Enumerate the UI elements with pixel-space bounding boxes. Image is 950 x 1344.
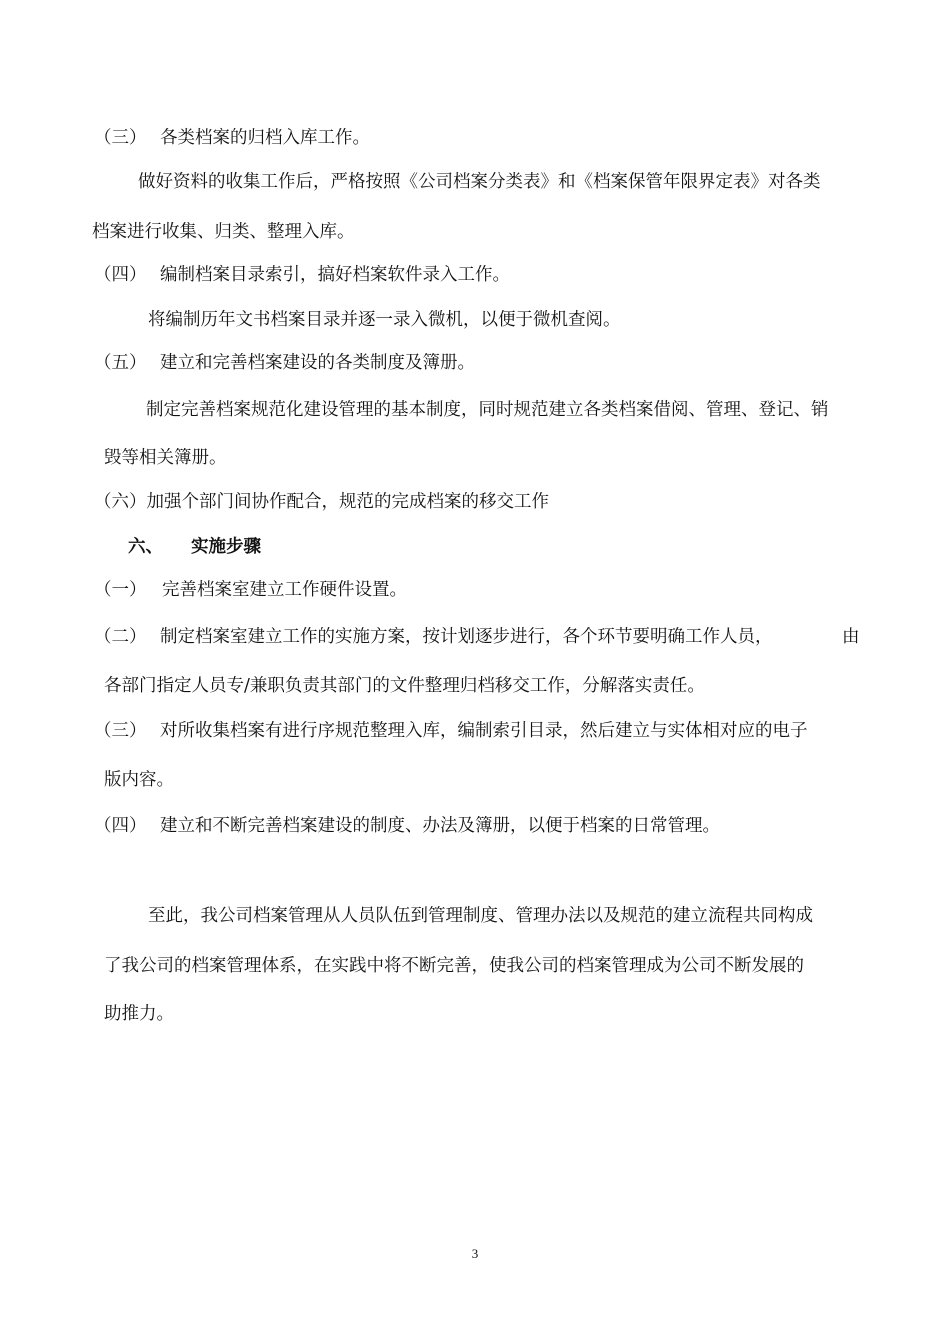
section-6-text: （六）加强个部门间协作配合，规范的完成档案的移交工作 [94,492,549,512]
conclusion-line-1: 至此，我公司档案管理从人员队伍到管理制度、管理办法以及规范的建立流程共同构成 [148,906,813,926]
section-3-paragraph-line-2: 档案进行收集、归类、整理入库。 [92,222,355,242]
step-4-text: 建立和不断完善档案建设的制度、办法及簿册，以便于档案的日常管理。 [160,816,720,836]
section-3-title: 各类档案的归档入库工作。 [160,128,370,148]
page-number: 3 [471,1246,479,1261]
chapter-heading [128,535,261,559]
section-4-heading [94,263,510,287]
section-4-title: 编制档案目录索引，搞好档案软件录入工作。 [160,265,510,285]
conclusion-line-3: 助推力。 [104,1004,174,1024]
section-5-title: 建立和完善档案建设的各类制度及簿册。 [160,353,475,373]
chapter-title: 实施步骤 [191,537,261,557]
step-1-label: （一） [94,580,147,600]
step-4 [94,814,720,838]
section-3-label: （三） [94,128,147,148]
section-5-paragraph-line-1: 制定完善档案规范化建设管理的基本制度，同时规范建立各类档案借阅、管理、登记、销 [146,400,829,420]
step-2-tail: 由 [842,627,860,647]
section-4-paragraph: 将编制历年文书档案目录并逐一录入微机，以便于微机查阅。 [148,310,621,330]
section-3-heading [94,126,370,150]
step-3-continuation: 版内容。 [104,770,174,790]
step-2 [94,625,773,649]
step-1 [94,578,407,602]
section-4-label: （四） [94,265,147,285]
step-3 [94,719,808,743]
step-3-text: 对所收集档案有进行序规范整理入库，编制索引目录，然后建立与实体相对应的电子 [160,721,808,741]
step-2-continuation: 各部门指定人员专/兼职负责其部门的文件整理归档移交工作，分解落实责任。 [104,676,705,696]
step-1-text: 完善档案室建立工作硬件设置。 [162,580,407,600]
step-3-label: （三） [94,721,147,741]
section-5-heading [94,351,475,375]
step-4-label: （四） [94,816,147,836]
step-2-label: （二） [94,627,147,647]
step-2-text: 制定档案室建立工作的实施方案，按计划逐步进行，各个环节要明确工作人员， [160,627,773,647]
section-5-paragraph-line-2: 毁等相关簿册。 [104,448,227,468]
conclusion-line-2: 了我公司的档案管理体系，在实践中将不断完善，使我公司的档案管理成为公司不断发展的 [104,956,804,976]
section-5-label: （五） [94,353,147,373]
chapter-number: 六、 [128,537,163,557]
section-3-paragraph-line-1: 做好资料的收集工作后，严格按照《公司档案分类表》和《档案保管年限界定表》对各类 [138,172,821,192]
